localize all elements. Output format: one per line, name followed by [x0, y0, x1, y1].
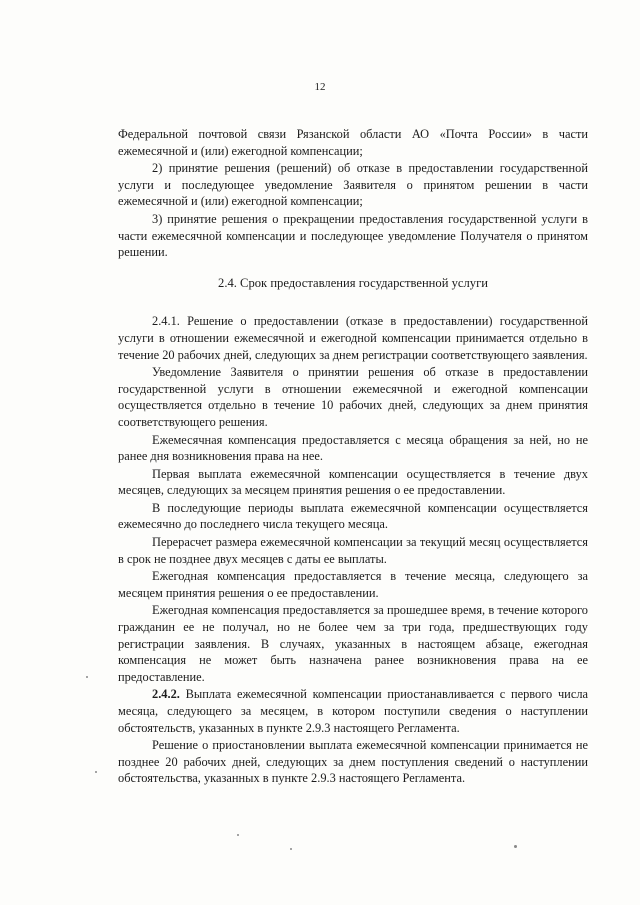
page-number: 12	[314, 81, 326, 93]
scan-speck	[290, 848, 292, 850]
paragraph-2-4-2-number: 2.4.2.	[152, 687, 180, 702]
paragraph-continuation: Федеральной почтовой связи Рязанской области АО «Почта России» в части ежемесячной и (или) ежегодной компенсации;	[118, 127, 588, 158]
paragraph-suspension-decision: Решение о приостановлении выплата ежемесячной компенсации принимается не позднее 20 рабочих дней, следующих за днем поступления сведений о наступлении обстоятельства, указанных в пункте 2.9.3 настоящего Регламента.	[118, 738, 588, 786]
paragraph-annual-retroactive: Ежегодная компенсация предоставляется за прошедшее время, в течение которого гражданин ее не получал, но не более чем за три года, предшествующих году регистрации заявления. В случаях, указанных в настоящем абзаце, ежегодная компенсация не может быть назначена ранее возникновения права на ее предоставление.	[118, 603, 588, 684]
paragraph-first-payment: Первая выплата ежемесячной компенсации осуществляется в течение двух месяцев, следующих за месяцем принятия решения о ее предоставлении.	[118, 466, 588, 498]
paragraph-2-4-2	[118, 686, 588, 736]
paragraph-subsequent-periods: В последующие периоды выплата ежемесячной компенсации осуществляется ежемесячно до последнего числа текущего месяца.	[118, 500, 588, 532]
paragraph-item-2: 2) принятие решения (решений) об отказе в предоставлении государственной услуги и последующее уведомление Заявителя о принятом решении в части ежемесячной и (или) ежегодной компенсации;	[118, 161, 588, 209]
paragraph-2-4-2-text: Выплата ежемесячной компенсации приостанавливается с первого числа месяца, следующего за месяцем, в котором поступили сведения о наступлении обстоятельств, указанных в пункте 2.9.3 настоящего Регламента.	[118, 687, 588, 735]
paragraph-2-4-1: 2.4.1. Решение о предоставлении (отказе в предоставлении) государственной услуги в отношении ежемесячной и ежегодной компенсации принимается отдельно в течение 20 рабочих дней, следующих за днем регистрации соответствующего заявления.	[118, 314, 588, 362]
scan-speck	[514, 845, 517, 848]
section-heading: 2.4. Срок предоставления государственной услуги	[218, 275, 488, 290]
scan-speck	[95, 771, 97, 773]
paragraph-rejection-notice: Уведомление Заявителя о принятии решения об отказе в предоставлении государственной услуги в отношении ежемесячной и ежегодной компенсации осуществляется отдельно в течение 10 рабочих дней, следующих за днем принятия соответствующего решения.	[118, 365, 588, 429]
paragraph-item-3: 3) принятие решения о прекращении предоставления государственной услуги в части ежемесячной компенсации и последующее уведомление Получателя о принятом решении.	[118, 211, 588, 260]
scan-speck	[237, 834, 239, 836]
paragraph-annual-timing: Ежегодная компенсация предоставляется в течение месяца, следующего за месяцем принятия решения о ее предоставлении.	[118, 569, 588, 600]
scan-speck	[86, 676, 88, 678]
paragraph-recalculation: Перерасчет размера ежемесячной компенсации за текущий месяц осуществляется в срок не позднее двух месяцев с даты ее выплаты.	[118, 535, 588, 566]
document-body	[118, 126, 588, 788]
paragraph-monthly-start: Ежемесячная компенсация предоставляется с месяца обращения за ней, но не ранее дня возникновения права на нее.	[118, 432, 588, 464]
